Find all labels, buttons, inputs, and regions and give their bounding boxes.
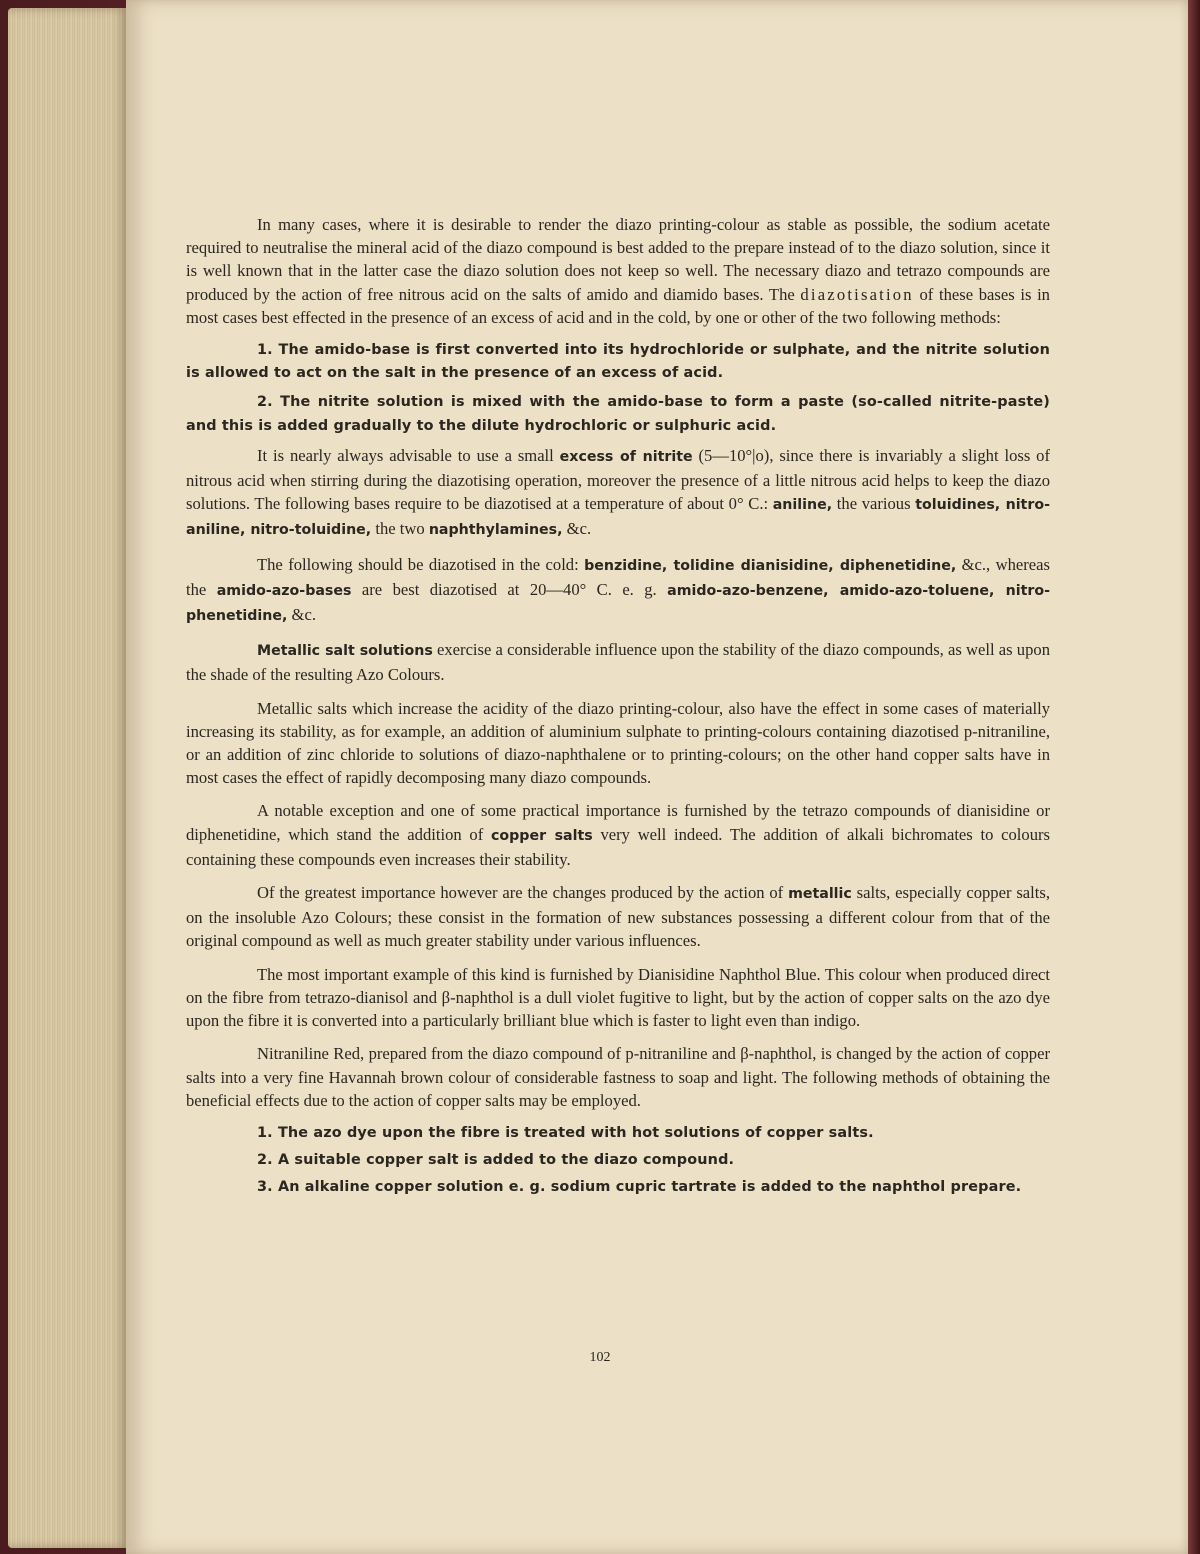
paragraph-excess-nitrite: It is nearly always advisable to use a small excess of nitrite (5—10°|o), since there is invariably a slight loss of nitrous acid when stirring during the diazotising operation, moreover the presence of a little nitrous acid helps to keep the diazo solutions. The following bases require to be diazotised at a temperature of about 0° C.: aniline, the various toluidines, nitro-aniline, nitro-toluidine, the two naphthylamines, &c.: [186, 445, 1050, 539]
keyword-excess-nitrite: excess of nitrite: [559, 448, 693, 465]
copper-method-3: 3. An alkaline copper solution e. g. sodium cupric tartrate is added to the naphthol prepare.: [257, 1179, 1022, 1196]
paragraph-metallic-salts-acidity: Metallic salts which increase the acidity of the diazo printing-colour, also have the effect in some cases of materially increasing its stability, as for example, an addition of aluminium sulphate to printing-colours containing diazotised p-nitraniline, or an addition of zinc chloride to solutions of diazo-naphthalene or to printing-colours; on the other hand copper salts have in most cases the effect of rapidly decomposing many diazo compounds.: [186, 698, 1050, 788]
paragraph-dianisidine-blue: The most important example of this kind is furnished by Dianisidine Naphthol Blue. This colour when produced direct on the fibre from tetrazo-dianisol and β-naphthol is a dull violet fugitive to light, but by the action of copper salts on the azo dye upon the fibre it is converted into a particularly brilliant blue which is faster to light even than indigo.: [186, 964, 1050, 1031]
keyword-aniline: aniline,: [772, 497, 833, 514]
copper-method-2: 2. A suitable copper salt is added to the diazo compound.: [257, 1152, 735, 1169]
method-1: 1. The amido-base is first converted into its hydrochloride or sulphate, and the nitrite solution is allowed to act on the salt in the presence of an excess of acid.: [186, 342, 1050, 382]
paragraph-notable-exception: A notable exception and one of some practical importance is furnished by the tetrazo compounds of dianisidine or diphenetidine, which stand the addition of copper salts very well indeed. The addition of alkali bichromates to colours containing these compounds even increases their stability.: [186, 801, 1050, 869]
keyword-metallic: metallic: [788, 886, 852, 903]
keyword-toluidines: toluidines, nitro-aniline, nitro-toluidine,: [186, 497, 1050, 539]
keyword-copper-salts: copper salts: [490, 827, 593, 844]
paragraph-nitraniline-red: Nitraniline Red, prepared from the diazo compound of p-nitraniline and β-naphthol, is changed by the action of copper salts into a very fine Havannah brown colour of considerable fastness to soap and light. The following methods of obtaining the beneficial effects due to the action of copper salts may be employed.: [186, 1044, 1050, 1110]
copper-method-1: 1. The azo dye upon the fibre is treated with hot solutions of copper salts.: [257, 1124, 874, 1141]
book-page-edges: [8, 8, 128, 1548]
paragraph-greatest-importance: Of the greatest importance however are the changes produced by the action of metallic salts, especially copper salts, on the insoluble Azo Colours; these consist in the formation of new substances possessing a different colour from that of the original compound as well as much greater stability under various influences.: [186, 883, 1050, 951]
keyword-benzidine: benzidine, tolidine dianisidine, diphenetidine,: [584, 557, 957, 574]
keyword-amido-azo-bases: amido-azo-bases: [216, 582, 352, 599]
keyword-naphthylamines: naphthylamines,: [428, 522, 563, 539]
book-cover-edge: [1188, 0, 1200, 1554]
paragraph-diazo-stability: In many cases, where it is desirable to render the diazo printing-colour as stable as possible, the sodium acetate required to neutralise the mineral acid of the diazo compound is best added to the prepare instead of to the diazo solution, since it is well known that in the latter case the diazo solution does not keep so well. The necessary diazo and tetrazo compounds are produced by the action of free nitrous acid on the salts of amido and diamido bases. The diazotisation of these bases is in most cases best effected in the presence of an excess of acid and in the cold, by one or other of the two following methods:: [186, 215, 1050, 327]
paragraph-metallic-salt-solutions: Metallic salt solutions exercise a considerable influence upon the stability of the diazo compounds, as well as upon the shade of the resulting Azo Colours.: [186, 640, 1050, 685]
keyword-amido-azo-benzene: amido-azo-benzene, amido-azo-toluene, nitro-phenetidine,: [186, 582, 1051, 625]
page-number: 102: [589, 1350, 611, 1365]
method-2: 2. The nitrite solution is mixed with the amido-base to form a paste (so-called nitrite-paste) and this is added gradually to the dilute hydrochloric or sulphuric acid.: [186, 394, 1050, 434]
keyword-metallic-salt-solutions: Metallic salt solutions: [257, 643, 433, 660]
emphasis-diazotisation: diazotisation: [800, 284, 914, 304]
page-text: [186, 213, 1050, 1204]
paragraph-cold-diazotisation: The following should be diazotised in the cold: benzidine, tolidine dianisidine, diphenetidine, &c., whereas the amido-azo-bases are best diazotised at 20—40° C. e. g. amido-azo-benzene, amido-azo-toluene, nitro-phenetidine, &c.: [186, 554, 1051, 625]
